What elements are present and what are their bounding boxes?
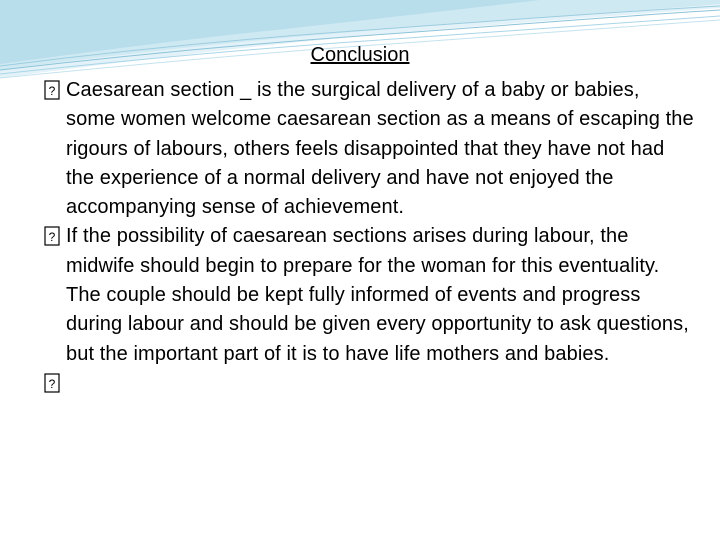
paragraph-2-text: If the possibility of caesarean sections arises during labour, the midwife should begin to prepare for the woman for this eventuality. The couple should be kept fully informed of events and progress during labour and should be given every opportunity to ask questions, but the important part of it is to have life mothers and babies. xyxy=(66,225,689,365)
bullet-paragraph-3 xyxy=(44,369,694,398)
replacement-character-icon xyxy=(44,80,60,100)
svg-text:?: ? xyxy=(48,376,56,391)
paragraph-1-text: Caesarean section _ is the surgical delivery of a baby or babies, some women welcome caesarean section as a means of escaping the rigours of labours, others feels disappointed that they have not had the experience of a normal delivery and have not enjoyed the accompanying sense of achievement. xyxy=(66,79,694,219)
replacement-character-icon xyxy=(44,373,60,393)
slide-title xyxy=(0,42,720,68)
bullet-paragraph-2 xyxy=(44,222,694,368)
svg-text:?: ? xyxy=(48,230,56,245)
svg-text:?: ? xyxy=(48,84,56,98)
bullet-paragraph-1 xyxy=(44,76,694,222)
replacement-character-icon xyxy=(44,226,60,246)
slide-body xyxy=(44,76,694,398)
slide-title-text: Conclusion xyxy=(310,44,410,66)
